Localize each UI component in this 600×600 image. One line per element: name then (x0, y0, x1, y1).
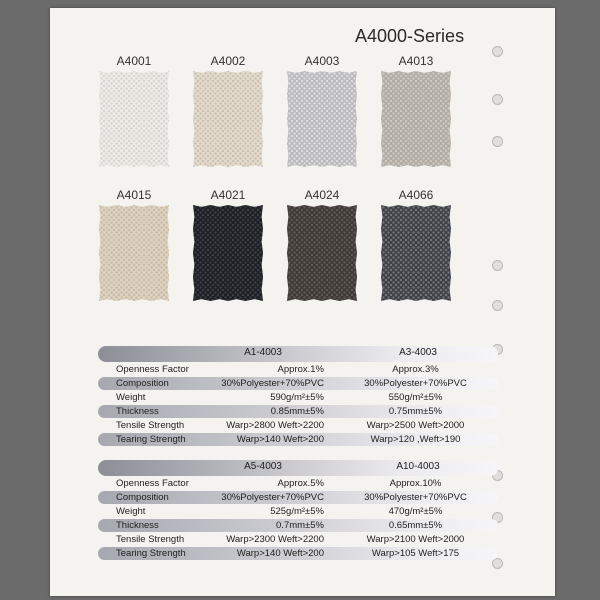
spec-value: Warp>2100 Weft>2000 (366, 534, 465, 545)
fabric-swatch (287, 205, 357, 301)
spec-label: Tensile Strength (116, 420, 185, 431)
punch-hole (492, 300, 503, 311)
swatch-code: A4003 (304, 54, 340, 68)
spec-label: Weight (116, 392, 146, 403)
swatch-code: A4001 (116, 54, 152, 68)
table-row (98, 519, 498, 532)
product-code-header: A10-4003 (396, 461, 440, 472)
swatch-card (99, 188, 169, 301)
swatch-code: A4013 (398, 54, 434, 68)
swatch-card (287, 188, 357, 301)
table-row (98, 547, 498, 560)
table-row (98, 377, 498, 390)
spec-value: Warp>140 Weft>200 (236, 548, 324, 559)
fabric-swatch (193, 205, 263, 301)
spec-value: Warp>2300 Weft>2200 (226, 534, 324, 545)
swatch-card (99, 54, 169, 167)
spec-value: 30%Polyester+70%PVC (364, 378, 467, 389)
spec-value: 30%Polyester+70%PVC (364, 492, 467, 503)
swatch-code: A4021 (210, 188, 246, 202)
spec-label: Tearing Strength (116, 434, 186, 445)
swatch-code: A4015 (116, 188, 152, 202)
fabric-swatch (381, 71, 451, 167)
punch-hole (492, 136, 503, 147)
spec-value: 590g/m²±5% (270, 392, 324, 403)
table-row (98, 419, 498, 432)
swatch-card (381, 54, 451, 167)
spec-value: Approx.1% (277, 364, 324, 375)
catalog-page (50, 8, 555, 596)
swatch-card (193, 188, 263, 301)
spec-label: Openness Factor (116, 364, 189, 375)
spec-value: 0.7mm±5% (276, 520, 324, 531)
spec-label: Composition (116, 492, 169, 503)
product-code-header: A1-4003 (244, 347, 282, 358)
swatch-code: A4066 (398, 188, 434, 202)
fabric-swatch (381, 205, 451, 301)
spec-value: 0.65mm±5% (388, 520, 443, 531)
spec-value: Approx.3% (392, 364, 439, 375)
table-header-bar (98, 346, 498, 362)
product-code-header: A3-4003 (399, 347, 437, 358)
punch-hole (492, 260, 503, 271)
table-row (98, 363, 498, 376)
swatch-code: A4024 (304, 188, 340, 202)
punch-hole (492, 46, 503, 57)
swatch-card (287, 54, 357, 167)
spec-value: Approx.10% (389, 478, 442, 489)
fabric-swatch (287, 71, 357, 167)
spec-label: Tensile Strength (116, 534, 185, 545)
spec-label: Composition (116, 378, 169, 389)
spec-value: 30%Polyester+70%PVC (221, 492, 324, 503)
spec-label: Openness Factor (116, 478, 189, 489)
fabric-swatch (99, 71, 169, 167)
table-row (98, 391, 498, 404)
spec-value: 550g/m²±5% (388, 392, 443, 403)
spec-value: 30%Polyester+70%PVC (221, 378, 324, 389)
swatch-code: A4002 (210, 54, 246, 68)
spec-value: Warp>120 ,Weft>190 (370, 434, 461, 445)
spec-value: 0.75mm±5% (388, 406, 443, 417)
spec-value: Warp>140 Weft>200 (236, 434, 324, 445)
table-row (98, 505, 498, 518)
fabric-swatch (99, 205, 169, 301)
spec-value: 0.85mm±5% (270, 406, 324, 417)
spec-value: 525g/m²±5% (270, 506, 324, 517)
table-header-bar (98, 460, 498, 476)
spec-label: Thickness (116, 520, 159, 531)
spec-label: Weight (116, 506, 146, 517)
table-row (98, 491, 498, 504)
spec-label: Thickness (116, 406, 159, 417)
spec-label: Tearing Strength (116, 548, 186, 559)
fabric-swatch (193, 71, 263, 167)
swatch-card (193, 54, 263, 167)
spec-value: Warp>105 Weft>175 (371, 548, 460, 559)
table-row (98, 405, 498, 418)
table-row (98, 533, 498, 546)
spec-value: Warp>2500 Weft>2000 (366, 420, 465, 431)
table-row (98, 477, 498, 490)
swatch-card (381, 188, 451, 301)
spec-value: 470g/m²±5% (388, 506, 443, 517)
spec-value: Warp>2800 Weft>2200 (226, 420, 324, 431)
spec-value: Approx.5% (277, 478, 324, 489)
table-row (98, 433, 498, 446)
product-code-header: A5-4003 (244, 461, 282, 472)
series-title: A4000-Series (355, 26, 465, 46)
punch-hole (492, 94, 503, 105)
